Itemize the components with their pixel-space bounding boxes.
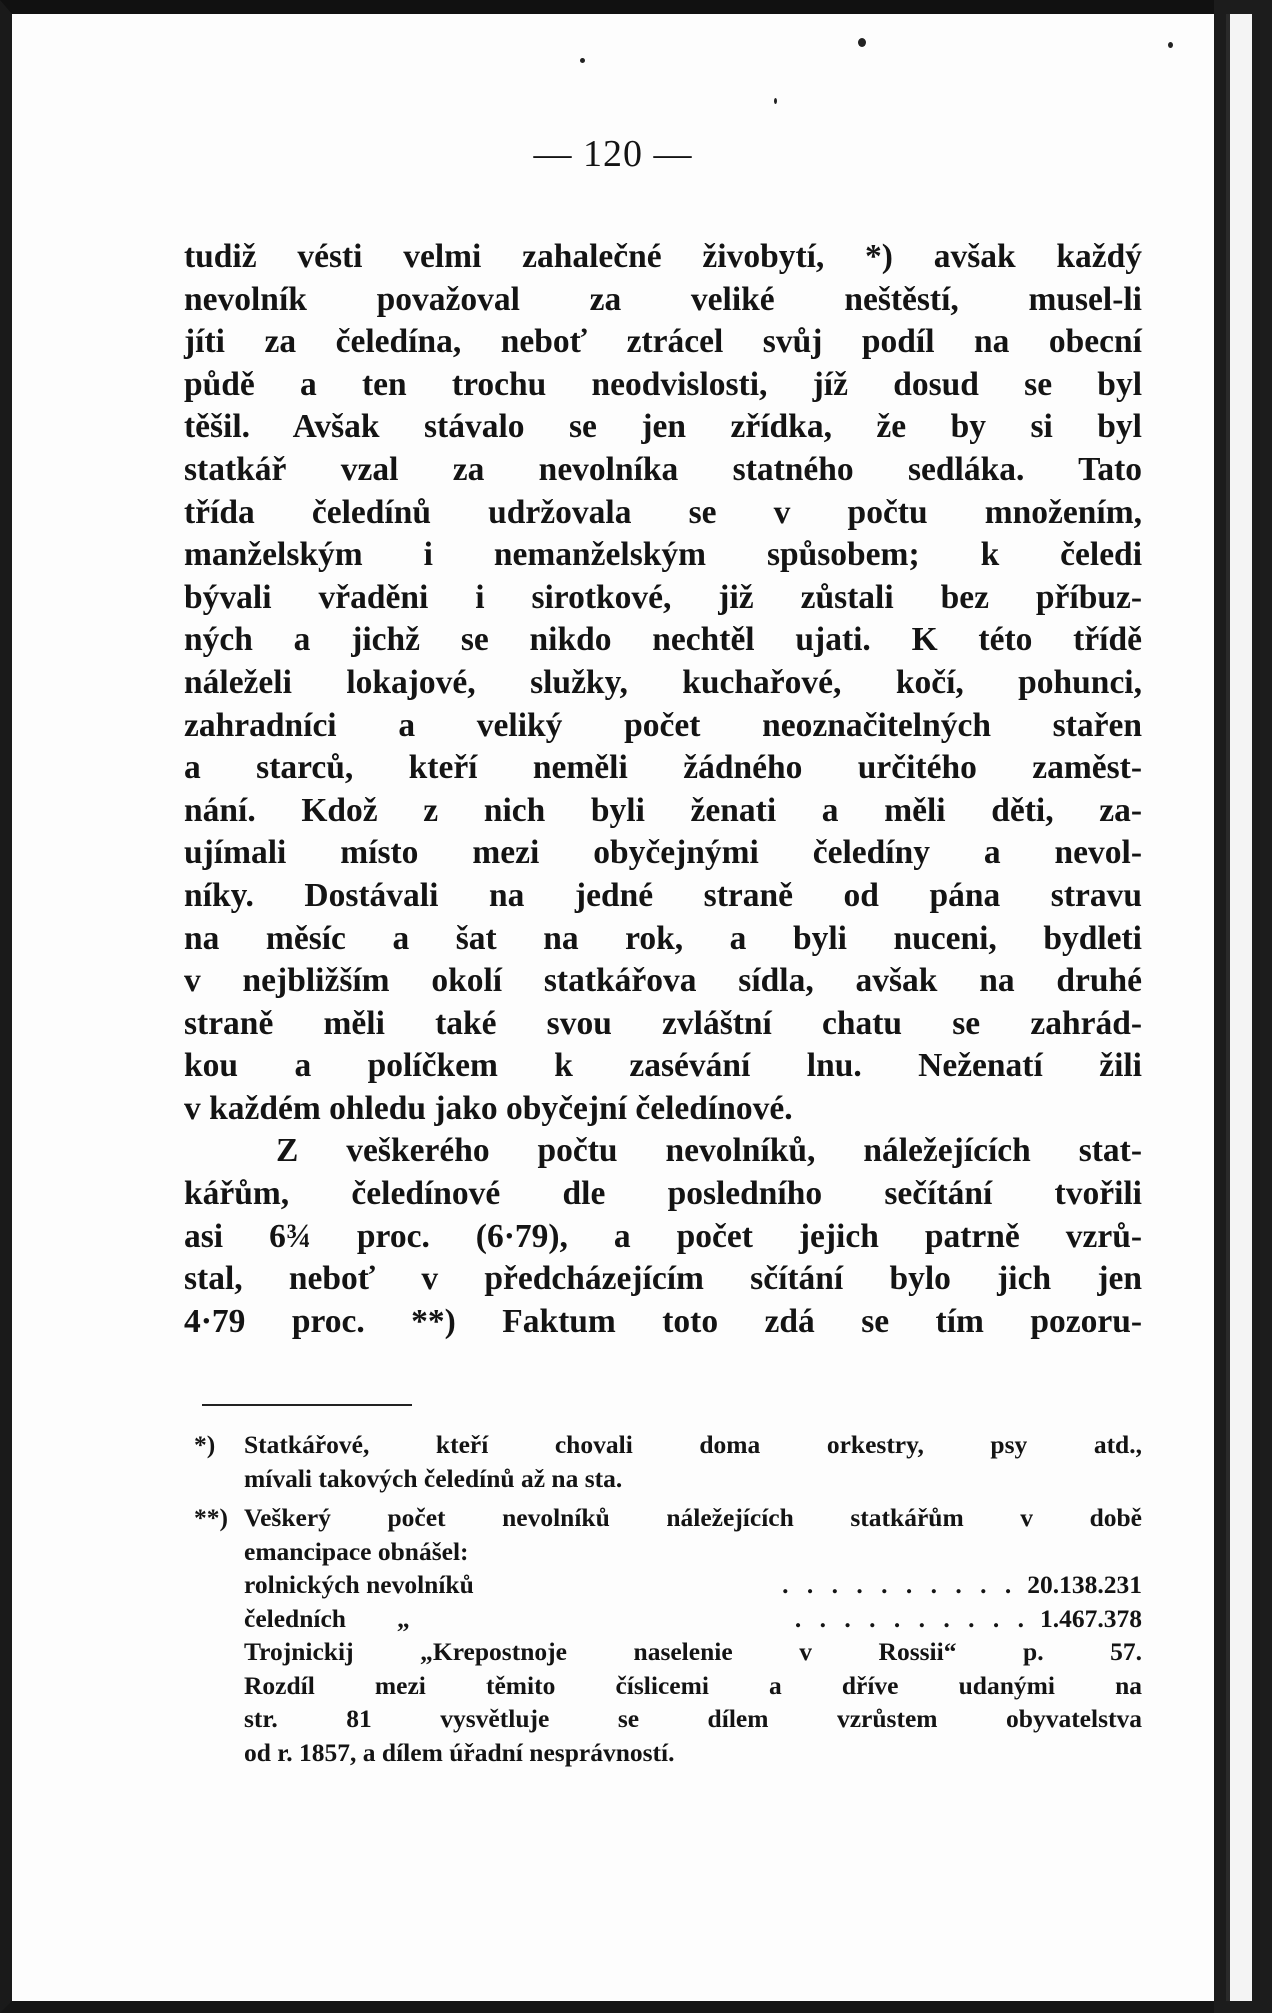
footnotes xyxy=(194,1428,1142,1769)
footnote-line: *) Statkářové, kteří chovali doma orkestry, psy atd., xyxy=(244,1428,1142,1462)
text-line: níky. Dostávali na jedné straně od pána stravu xyxy=(184,876,1142,914)
scan-right-edge xyxy=(1214,0,1272,2013)
footnote-table-row xyxy=(244,1602,1142,1636)
text-line: náleželi lokajové, služky, kuchařové, kočí, pohunci, xyxy=(184,663,1142,701)
scan-right-strip xyxy=(1226,14,1252,2001)
footnote-line: **) Veškerý počet nevolníků náležejících statkářům v době xyxy=(244,1501,1142,1535)
text-line: ných a jichž se nikdo nechtěl ujati. K této třídě xyxy=(184,621,1142,659)
text-line: jíti za čeledína, neboť ztrácel svůj podíl na obecní xyxy=(184,323,1142,361)
text-line: a starců, kteří neměli žádného určitého zaměst- xyxy=(184,749,1142,787)
text-line: bývali vřaděni i sirotkové, již zůstali bez příbuz- xyxy=(184,578,1142,616)
footnote-1 xyxy=(194,1428,1142,1495)
row-value: 1.467.378 xyxy=(1040,1603,1142,1633)
row-label: rolnických nevolníků xyxy=(244,1570,474,1599)
text-line: stal, neboť v předcházejícím sčítání bylo jich jen xyxy=(184,1260,1142,1298)
text-line: manželským i nemanželským spůsobem; k čeledi xyxy=(184,536,1142,574)
text-line: nevolník považoval za veliké neštěstí, musel-li xyxy=(184,280,1142,318)
leader-dots: . . . . . . . . . . xyxy=(794,1603,1030,1633)
footnote-line: Trojnickij „Krepostnoje naselenie v Rossii“ p. 57. xyxy=(244,1637,1142,1666)
text-line: v nejbližším okolí statkářova sídla, avšak na druhé xyxy=(184,962,1142,1000)
text-line: 4·79 proc. **) Faktum toto zdá se tím pozoru- xyxy=(184,1302,1142,1340)
text-line: nání. Kdož z nich byli ženati a měli děti, za- xyxy=(184,791,1142,829)
text-line: ujímali místo mezi obyčejnými čeledíny a nevol- xyxy=(184,834,1142,872)
text-line: na měsíc a šat na rok, a byli nuceni, bydleti xyxy=(184,919,1142,957)
text-line: těšil. Avšak stávalo se jen zřídka, že by si byl xyxy=(184,408,1142,446)
text-line: straně měli také svou zvláštní chatu se zahrád- xyxy=(184,1004,1142,1042)
row-value: 20.138.231 xyxy=(1027,1570,1142,1599)
text-line: zahradníci a veliký počet neoznačitelných stařen xyxy=(184,706,1142,744)
footnote-line: emancipace obnášel: xyxy=(244,1536,469,1566)
footnote-marker: *) xyxy=(194,1430,216,1459)
paragraph-first-line: Z veškerého počtu nevolníků, náležejících stat- xyxy=(276,1132,1142,1170)
body-text xyxy=(184,236,1142,1343)
footnote-marker: **) xyxy=(194,1503,228,1532)
text-line: statkář vzal za nevolníka statného sedláka. Tato xyxy=(184,450,1142,488)
text-line: kou a políčkem k zasévání lnu. Neženatí žili xyxy=(184,1047,1142,1085)
row-label: čeledních „ xyxy=(244,1603,410,1633)
text-line: tudiž vésti velmi zahalečné živobytí, *) avšak každý xyxy=(184,238,1142,275)
footnote-line: Rozdíl mezi těmito číslicemi a dříve udanými na xyxy=(244,1670,1142,1700)
page-number: — 120 — xyxy=(533,133,693,175)
text-line: asi 6¾ proc. (6·79), a počet jejich patrně vzrů- xyxy=(184,1217,1142,1255)
text-line: třída čeledínů udržovala se v počtu množením, xyxy=(184,493,1142,531)
footnote-line: od r. 1857, a dílem úřadní nesprávností. xyxy=(244,1737,675,1767)
text-line: půdě a ten trochu neodvislosti, jíž dosud se byl xyxy=(184,365,1142,403)
text-line: v každém ohledu jako obyčejní čeledínové. xyxy=(184,1089,793,1127)
footnote-line: mívali takových čeledínů až na sta. xyxy=(244,1463,623,1493)
footnote-line: str. 81 vysvětluje se dílem vzrůstem obyvatelstva xyxy=(244,1704,1142,1733)
leader-dots: . . . . . . . . . . xyxy=(782,1570,1018,1599)
footnote-divider xyxy=(202,1404,412,1406)
book-page xyxy=(12,14,1214,2001)
footnote-table-row xyxy=(244,1568,1142,1602)
text-line: kářům, čeledínové dle posledního sečítání tvořili xyxy=(184,1175,1142,1213)
footnote-2 xyxy=(194,1501,1142,1769)
